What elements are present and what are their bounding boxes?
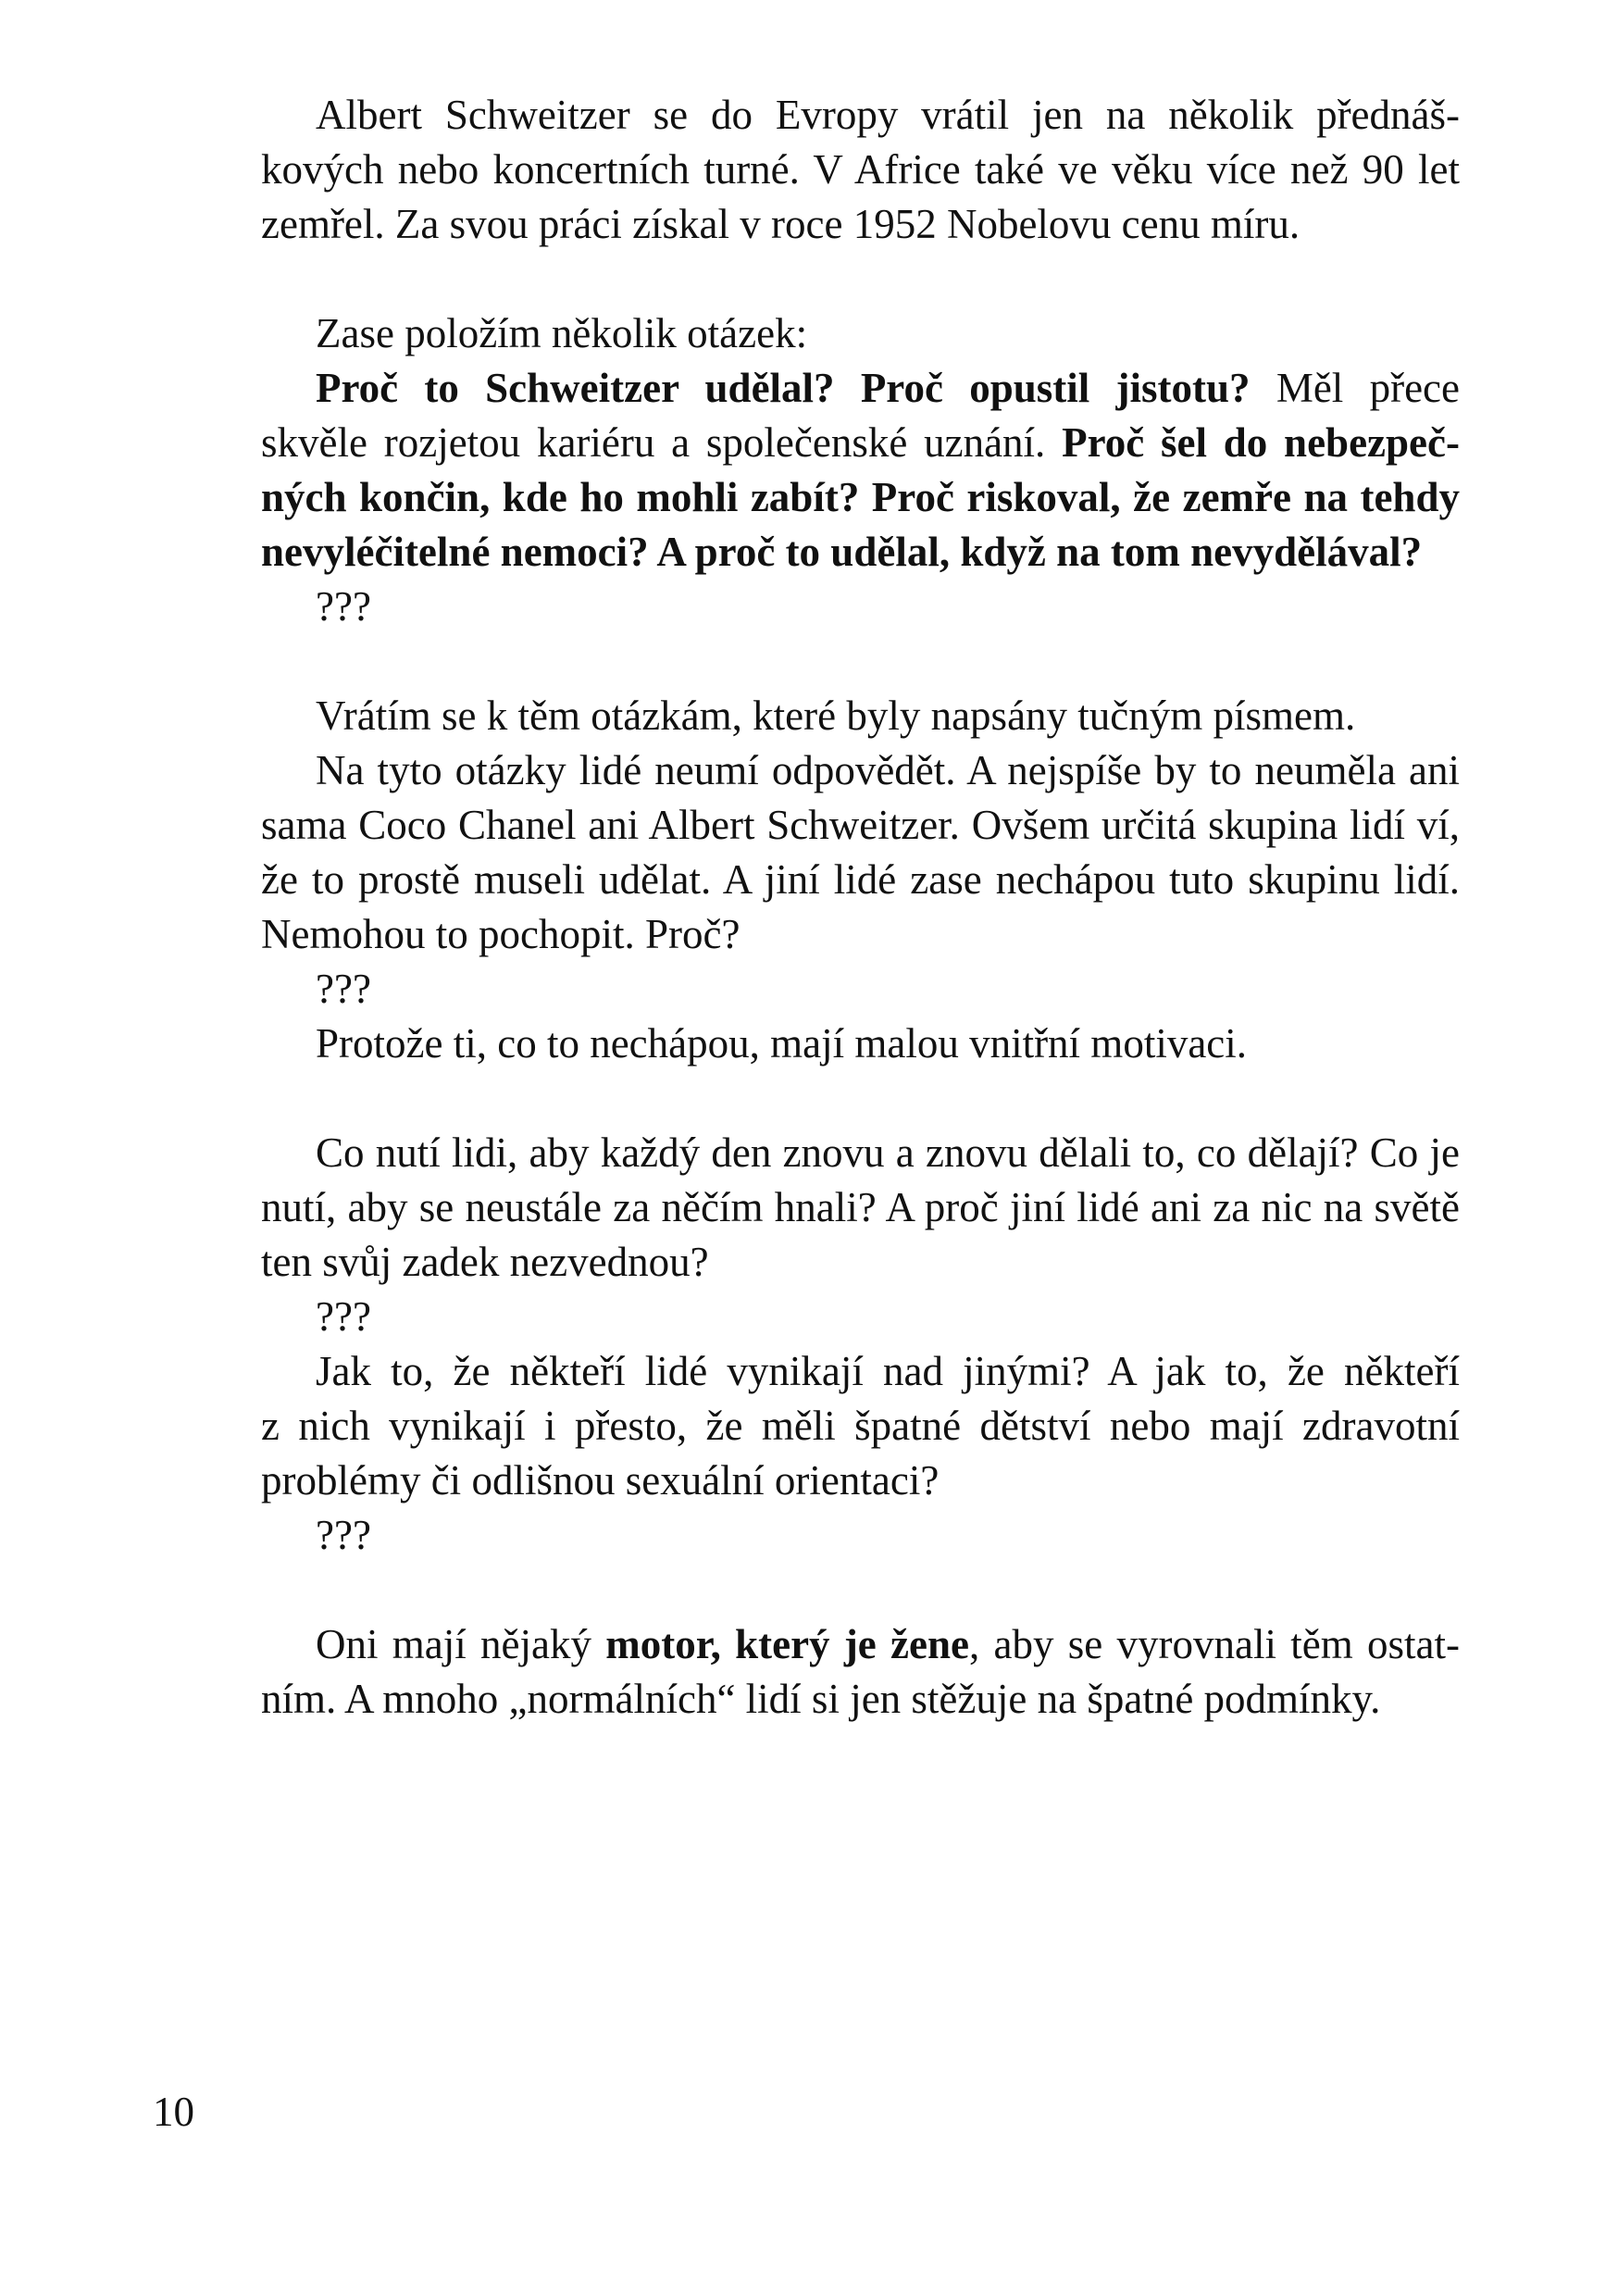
text-line xyxy=(261,416,1460,470)
bold-text: nevyléčitelné nemoci? A proč to udělal, když na tom nevydělával? xyxy=(261,529,1423,575)
bold-text: Proč šel do nebezpeč- xyxy=(1062,419,1460,466)
text-line: ním. A mnoho „normálních“ lidí si jen stěžuje na špatné podmínky. xyxy=(261,1676,1381,1722)
text-line xyxy=(261,525,1460,580)
bold-text: ných končin, kde ho mohli zabít? Proč riskoval, že zemře na tehdy xyxy=(261,474,1460,520)
text-line xyxy=(261,470,1460,525)
question-marks: ??? xyxy=(316,966,371,1012)
text-line: z nich vynikají i přesto, že měli špatné dětství nebo mají zdravotní xyxy=(261,1403,1460,1449)
text-line: zemřel. Za svou práci získal v roce 1952 Nobelovu cenu míru. xyxy=(261,201,1301,247)
question-marks: ??? xyxy=(316,583,371,630)
page-body xyxy=(261,88,1460,1727)
text-span: , aby se vyrovnali těm ostat- xyxy=(969,1621,1460,1667)
paragraph-gap xyxy=(261,634,1460,689)
text-line: Na tyto otázky lidé neumí odpovědět. A nejspíše by to neuměla ani xyxy=(316,747,1460,793)
text-line: problémy či odlišnou sexuální orientaci? xyxy=(261,1457,940,1504)
paragraph-gap xyxy=(261,1071,1460,1126)
text-line: ten svůj zadek nezvednou? xyxy=(261,1239,709,1285)
text-line xyxy=(261,1617,1460,1672)
bold-text: motor, který je žene xyxy=(605,1621,969,1667)
text-line: že to prostě museli udělat. A jiní lidé zase nechápou tuto skupinu lidí. xyxy=(261,856,1460,903)
text-line: Zase položím několik otázek: xyxy=(316,310,808,356)
text-line: Co nutí lidi, aby každý den znovu a znovu dělali to, co dělají? Co je xyxy=(316,1129,1460,1176)
text-line: Albert Schweitzer se do Evropy vrátil jen na několik přednáš- xyxy=(316,92,1460,138)
text-line: Nemohou to pochopit. Proč? xyxy=(261,911,741,957)
text-span: Oni mají nějaký xyxy=(316,1621,606,1667)
paragraph-gap xyxy=(261,252,1460,306)
text-line: nutí, aby se neustále za něčím hnali? A proč jiní lidé ani za nic na světě xyxy=(261,1184,1460,1230)
question-marks: ??? xyxy=(316,1512,371,1558)
text-line: Protože ti, co to nechápou, mají malou vnitřní motivaci. xyxy=(316,1020,1248,1067)
text-line: sama Coco Chanel ani Albert Schweitzer. Ovšem určitá skupina lidí ví, xyxy=(261,802,1460,848)
question-marks: ??? xyxy=(316,1293,371,1340)
page-number: 10 xyxy=(153,2089,194,2135)
text-line: kových nebo koncertních turné. V Africe také ve věku více než 90 let xyxy=(261,146,1460,193)
text-line xyxy=(261,361,1460,416)
text-line: Vrátím se k těm otázkám, které byly napsány tučným písmem. xyxy=(316,693,1356,739)
paragraph-gap xyxy=(261,1563,1460,1617)
text-span: skvěle rozjetou kariéru a společenské uznání. xyxy=(261,419,1063,466)
text-line: Jak to, že někteří lidé vynikají nad jinými? A jak to, že někteří xyxy=(316,1348,1460,1394)
bold-text: Proč to Schweitzer udělal? Proč opustil jistotu? xyxy=(316,365,1251,411)
text-span: Měl přece xyxy=(1250,365,1460,411)
